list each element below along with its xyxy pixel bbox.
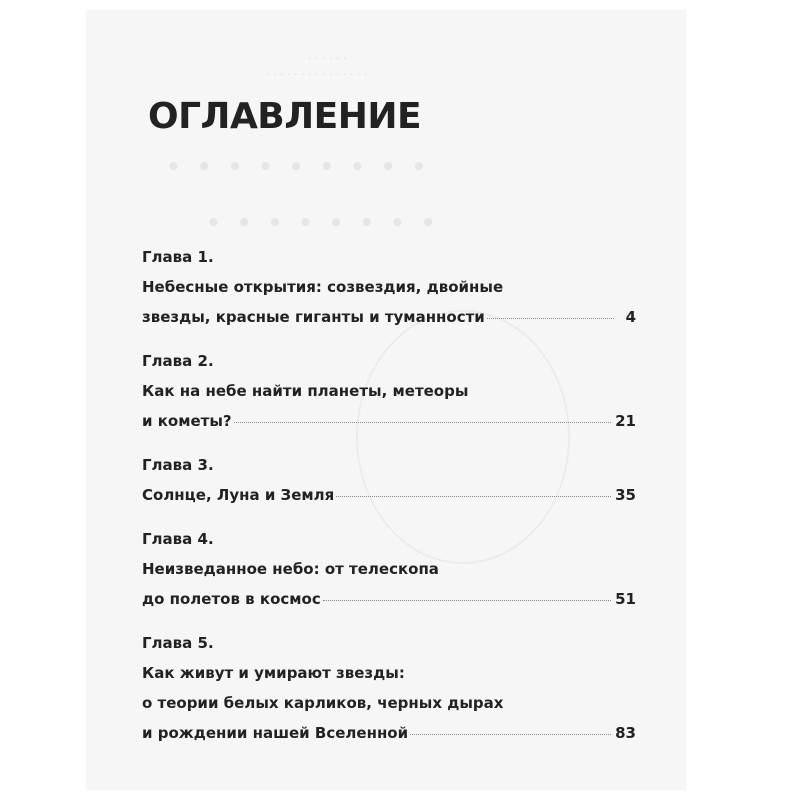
book-page — [86, 10, 686, 790]
toc-entry-chapter-4[interactable] — [142, 524, 636, 614]
dot-leader — [323, 600, 611, 601]
page-number: 83 — [615, 724, 636, 742]
chapter-title-text: звезды, красные гиганты и туманности — [142, 308, 485, 326]
chapter-title-last-line — [142, 480, 636, 510]
chapter-title-last-line — [142, 406, 636, 436]
chapter-title-line: Небесные открытия: созвездия, двойные — [142, 278, 504, 296]
chapter-label: Глава 2. — [142, 352, 214, 370]
chapter-title-line: о теории белых карликов, черных дырах — [142, 694, 504, 712]
chapter-title-text: до полетов в космос — [142, 590, 321, 608]
toc-entry-chapter-5[interactable] — [142, 628, 636, 748]
chapter-title-line: Как живут и умирают звезды: — [142, 664, 405, 682]
toc-entry-chapter-3[interactable] — [142, 450, 636, 510]
page-number: 21 — [615, 412, 636, 430]
chapter-title-line: Неизведанное небо: от телескопа — [142, 560, 439, 578]
page-title: ОГЛАВЛЕНИЕ — [148, 96, 422, 137]
chapter-title-last-line — [142, 584, 636, 614]
page-number: 4 — [625, 308, 636, 326]
toc-entry-chapter-1[interactable] — [142, 242, 636, 332]
page-show-through: · · · · · · · · · · · · · · · · · · · · · · · · · · · · · · · · · · · · · · — [86, 10, 686, 790]
chapter-title-text: и рождении нашей Вселенной — [142, 724, 409, 742]
dot-leader — [234, 422, 612, 423]
chapter-title-last-line — [142, 302, 636, 332]
chapter-label: Глава 3. — [142, 456, 214, 474]
page-number: 51 — [615, 590, 636, 608]
chapter-title-text: и кометы? — [142, 412, 232, 430]
dot-leader — [410, 734, 611, 735]
chapter-label: Глава 1. — [142, 248, 214, 266]
dot-leader — [487, 318, 614, 319]
dot-leader — [336, 496, 611, 497]
table-of-contents — [142, 242, 636, 762]
chapter-title-last-line — [142, 718, 636, 748]
toc-entry-chapter-2[interactable] — [142, 346, 636, 436]
page-number: 35 — [615, 486, 636, 504]
chapter-label: Глава 4. — [142, 530, 214, 548]
chapter-title-line: Как на небе найти планеты, метеоры — [142, 382, 469, 400]
chapter-title-text: Солнце, Луна и Земля — [142, 486, 335, 504]
chapter-label: Глава 5. — [142, 634, 214, 652]
